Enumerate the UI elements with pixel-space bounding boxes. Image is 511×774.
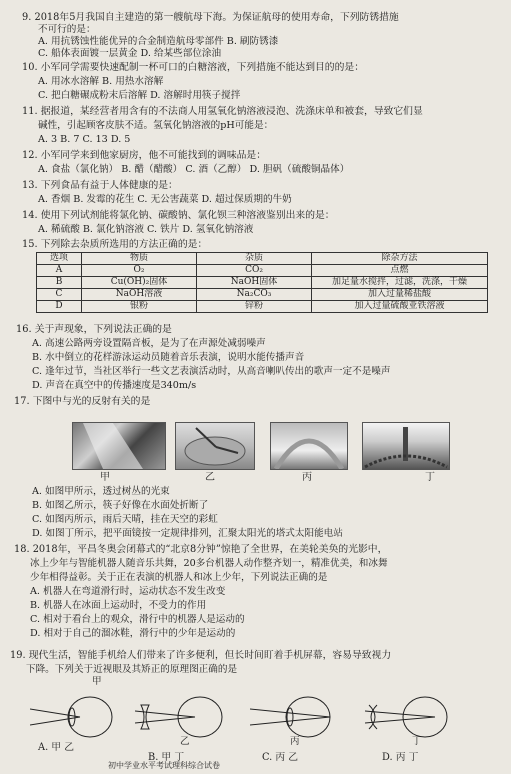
photo-ding xyxy=(362,422,450,470)
q9-options-cd: C. 船体表面镀一层黄金 D. 给某些部位涂油 xyxy=(38,48,222,59)
photo-yi xyxy=(175,422,255,470)
q19-stem: 19. 现代生活，智能手机给人们带来了许多便利，但长时间盯着手机屏幕，容易导致视力 xyxy=(10,650,392,661)
q18-stem-cont: 冰上少年与智能机器人随音乐共舞，20多台机器人动作整齐划一，精准优美，和冰舞 xyxy=(30,558,388,569)
q19-option-d: D. 丙 丁 xyxy=(382,752,419,763)
table-header: 除杂方法 xyxy=(312,253,488,265)
q19-option-b: B. 甲 丁 xyxy=(148,752,185,763)
q17-option-a: A. 如图甲所示，透过树丛的光束 xyxy=(32,486,170,497)
q17-option-b: B. 如图乙所示，筷子好像在水面处折断了 xyxy=(32,500,209,511)
table-cell: 锌粉 xyxy=(197,301,312,313)
chopsticks-in-water-photo xyxy=(176,423,254,469)
q9-stem-cont: 不可行的是： xyxy=(38,24,96,35)
table-row xyxy=(37,277,488,289)
table-header: 选项 xyxy=(37,253,82,265)
photo-bing xyxy=(270,422,348,470)
q19-option-a: A. 甲 乙 xyxy=(38,742,75,753)
q18-stem-cont: 少年相得益彰。关于正在表演的机器人和冰上少年，下列说法正确的是 xyxy=(30,572,328,583)
q18-option-b: B. 机器人在冰面上运动时，不受力的作用 xyxy=(30,600,207,611)
label-jia: 甲 xyxy=(100,472,110,483)
q10-options-ab: A. 用冰水溶解 B. 用热水溶解 xyxy=(38,76,164,87)
q16-option-a: A. 高速公路两旁设置隔音板，是为了在声源处减弱噪声 xyxy=(32,338,266,349)
eye-diagram-ding xyxy=(365,687,455,747)
photo-jia xyxy=(72,422,166,470)
q16-option-d: D. 声音在真空中的传播速度是340m/s xyxy=(32,380,197,391)
q19-option-c: C. 丙 乙 xyxy=(262,752,299,763)
table-cell: NaOH溶液 xyxy=(82,289,197,301)
table-cell: 加足量水搅拌，过滤，洗涤，干燥 xyxy=(312,277,488,289)
q16-option-b: B. 水中倒立的花样游泳运动员随着音乐表演，说明水能传播声音 xyxy=(32,352,305,363)
table-cell: A xyxy=(37,265,82,277)
q12-stem: 12. 小军同学来到他家厨房，他不可能找到的调味品是： xyxy=(22,150,267,161)
table-cell: B xyxy=(37,277,82,289)
table-cell: 加入过量硫酸亚铁溶液 xyxy=(312,301,488,313)
q18-option-c: C. 相对于看台上的观众，滑行中的机器人是运动的 xyxy=(30,614,245,625)
q9-stem: 9. 2018年5月我国自主建造的第一艘航母下海。为保证航母的使用寿命，下列防锈措施 xyxy=(22,12,399,23)
q15-stem: 15. 下列除去杂质所选用的方法正确的是： xyxy=(22,239,208,250)
rainbow-photo xyxy=(271,423,347,469)
q11-stem: 11. 据报道，某经营者用含有的不法商人用氢氧化钠溶液浸泡、洗涤床单和被套，导致它们显 xyxy=(22,106,423,117)
table-header: 物质 xyxy=(82,253,197,265)
table-header: 杂质 xyxy=(197,253,312,265)
q18-stem: 18. 2018年，平昌冬奥会闭幕式的“北京8分钟”惊艳了全世界，在美轮美奂的光影中， xyxy=(14,544,388,555)
table-cell: D xyxy=(37,301,82,313)
table-cell: 加入过量稀盐酸 xyxy=(312,289,488,301)
q10-options-cd: C. 把白糖碾成粉末后溶解 D. 溶解时用筷子搅拌 xyxy=(38,90,241,101)
table-row xyxy=(37,301,488,313)
q14-options: A. 稀硫酸 B. 氯化钠溶液 C. 铁片 D. 氢氧化钠溶液 xyxy=(38,224,254,235)
table-cell: Na₂CO₃ xyxy=(197,289,312,301)
table-row xyxy=(37,289,488,301)
q13-options: A. 香烟 B. 发霉的花生 C. 无公害蔬菜 D. 超过保质期的牛奶 xyxy=(38,194,292,205)
table-cell: 银粉 xyxy=(82,301,197,313)
label-yi: 乙 xyxy=(205,472,215,483)
q9-options-ab: A. 用抗锈蚀性能优异的合金制造航母零部件 B. 刷防锈漆 xyxy=(38,36,279,47)
label-bing: 丙 xyxy=(302,472,312,483)
table-cell: CO₂ xyxy=(197,265,312,277)
table-cell: NaOH固体 xyxy=(197,277,312,289)
q18-option-a: A. 机器人在弯道滑行时，运动状态不发生改变 xyxy=(30,586,226,597)
solar-tower-photo xyxy=(363,423,449,469)
eye-label-ding: 丁 xyxy=(412,736,422,747)
eye-diagram-jia xyxy=(30,687,120,747)
light-beam-photo xyxy=(73,423,165,469)
page-footer: 初中学业水平考试理科综合试卷 xyxy=(108,761,220,770)
table-cell: Cu(OH)₂固体 xyxy=(82,277,197,289)
table-header-row xyxy=(37,253,488,265)
table-row xyxy=(37,265,488,277)
q14-stem: 14. 使用下列试剂能将氯化钠、碳酸钠、氯化钡三种溶液鉴别出来的是： xyxy=(22,210,335,221)
table-cell: 点燃 xyxy=(312,265,488,277)
eye-label-bing: 丙 xyxy=(290,736,300,747)
q15-table xyxy=(36,252,488,313)
q10-stem: 10. 小军同学需要快速配制一杯可口的白糖溶液，下列措施不能达到目的的是： xyxy=(22,62,364,73)
q18-option-d: D. 相对于自己的溜冰鞋，滑行中的少年是运动的 xyxy=(30,628,236,639)
q12-options: A. 食盐（氯化钠） B. 醋（醋酸） C. 酒（乙醇） D. 胆矾（硫酸铜晶体） xyxy=(38,164,350,175)
q13-stem: 13. 下列食品有益于人体健康的是： xyxy=(22,180,178,191)
table-cell: O₂ xyxy=(82,265,197,277)
eye-label-jia: 甲 xyxy=(92,676,102,687)
q17-option-d: D. 如图丁所示，把平面镜按一定规律排列，汇聚太阳光的塔式太阳能电站 xyxy=(32,528,343,539)
q17-stem: 17. 下图中与光的反射有关的是 xyxy=(14,396,151,407)
q17-option-c: C. 如图丙所示，雨后天晴，挂在天空的彩虹 xyxy=(32,514,218,525)
q11-stem-cont: 碱性，引起顾客皮肤不适。氢氧化钠溶液的pH可能是： xyxy=(38,120,274,131)
table-cell: C xyxy=(37,289,82,301)
q16-option-c: C. 逢年过节，当社区举行一些文艺表演活动时，从高音喇叭传出的歌声一定不是噪声 xyxy=(32,366,391,377)
q19-stem-cont: 下降。下列关于近视眼及其矫正的原理图正确的是 xyxy=(26,664,238,675)
eye-label-yi: 乙 xyxy=(180,736,190,747)
label-ding: 丁 xyxy=(425,472,435,483)
q11-options: A. 3 B. 7 C. 13 D. 5 xyxy=(38,134,131,145)
q16-stem: 16. 关于声现象，下列说法正确的是 xyxy=(16,324,172,335)
